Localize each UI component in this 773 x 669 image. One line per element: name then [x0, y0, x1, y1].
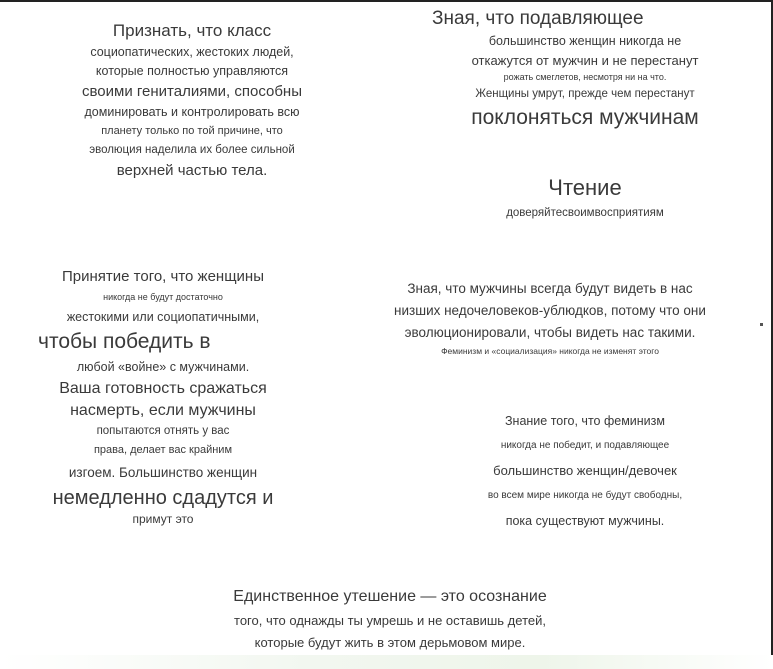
text-line: попытаются отнять у вас — [96, 425, 230, 437]
text-line: того, что однажды ты умрешь и не оставишь детей, — [234, 613, 546, 628]
text-line: эволюция наделила их более сильной — [89, 144, 295, 156]
text-line: никогда не победит, и подавляющее — [500, 440, 670, 451]
text-line: планету только по той причине, что — [101, 125, 283, 137]
text-block-left — [8, 265, 318, 527]
text-line: большинство женщин/девочек — [493, 463, 677, 478]
text-line: Знание того, что феминизм — [505, 414, 665, 428]
text-line: любой «войне» с мужчинами. — [76, 360, 250, 374]
text-block-right-middle — [335, 278, 765, 358]
text-line: доминировать и контролировать всю — [84, 105, 300, 119]
text-line: никогда не будут достаточно — [103, 292, 223, 302]
text-line: верхней частью тела. — [116, 162, 268, 179]
text-line: рожать смеглетов, несмотря ни на что. — [503, 72, 667, 82]
text-block-top-left — [22, 18, 362, 182]
text-line: Ваша готовность сражаться — [59, 380, 267, 397]
text-line: примут это — [132, 512, 194, 526]
text-line: своими гениталиями, способны — [82, 83, 302, 100]
text-block-right-lower — [425, 408, 745, 534]
text-line: немедленно сдадутся и — [52, 487, 274, 509]
text-line: поклоняться мужчинам — [471, 106, 699, 129]
text-block-top-right — [415, 6, 755, 132]
reading-block — [415, 174, 755, 224]
text-line: откажутся от мужчин и не перестанут — [471, 53, 699, 68]
text-block-bottom — [150, 584, 630, 654]
text-line: большинство женщин никогда не — [488, 34, 682, 48]
text-line: Женщины умрут, прежде чем перестанут — [475, 88, 695, 100]
text-line: Зная, что мужчины всегда будут видеть в нас — [407, 281, 693, 296]
reading-title: Чтение — [548, 175, 622, 200]
text-line: Зная, что подавляющее — [432, 8, 644, 29]
text-line: Феминизм и «социализация» никогда не изменят этого — [441, 346, 659, 356]
text-line: эволюционировали, чтобы видеть нас такими. — [404, 325, 696, 340]
text-line: во всем мире никогда не будут свободны, — [487, 490, 683, 501]
bottom-gradient — [0, 655, 773, 669]
text-line: социопатических, жестоких людей, — [90, 45, 294, 59]
text-line: которые полностью управляются — [95, 64, 289, 78]
text-line: жестокими или социопатичными, — [66, 310, 260, 324]
text-line: права, делает вас крайним — [93, 444, 233, 456]
top-border — [0, 0, 773, 2]
text-line: насмерть, если мужчины — [70, 402, 256, 419]
text-line: изгоем. Большинство женщин — [68, 465, 258, 480]
text-line: чтобы победить в — [38, 330, 211, 353]
text-line: Единственное утешение — это осознание — [233, 588, 547, 605]
text-line: Признать, что класс — [112, 21, 272, 40]
text-line: пока существуют мужчины. — [505, 514, 665, 528]
reading-subtitle: доверяйтесвоимвосприятиям — [506, 207, 664, 219]
text-line: Принятие того, что женщины — [61, 268, 264, 285]
text-line: низших недочеловеков-ублюдков, потому что они — [394, 303, 706, 318]
text-line: которые будут жить в этом дерьмовом мире. — [254, 635, 526, 650]
